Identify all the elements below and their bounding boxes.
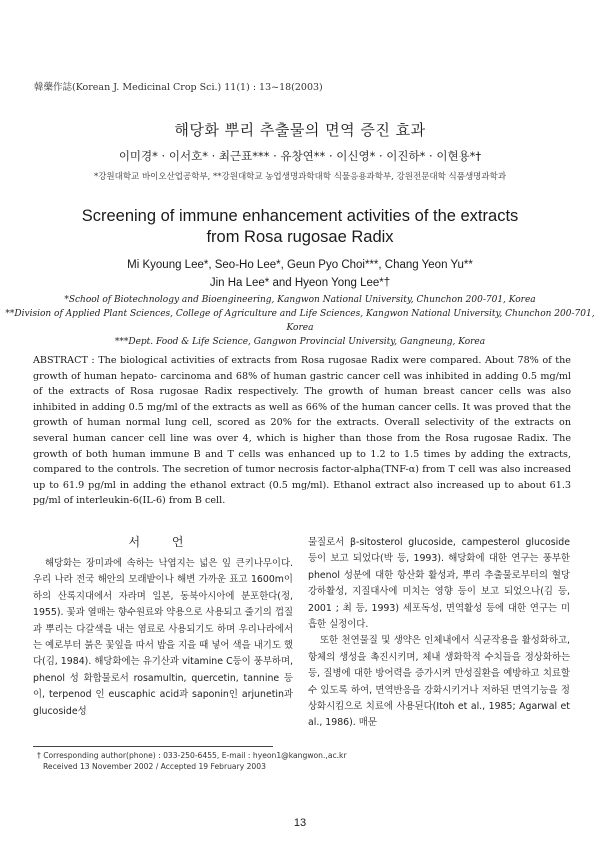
- english-title-line2: from Rosa rugosae Radix: [206, 228, 394, 246]
- affiliation-1: *School of Biotechnology and Bioengineering, Kangwon National University, Chunchon 200-701, Korea: [64, 295, 536, 305]
- english-affiliations: [0, 293, 600, 349]
- english-title-line1: Screening of immune enhancement activities of the extracts: [81, 207, 519, 225]
- abstract-text: The biological activities of extracts from Rosa rugosae Radix were compared. About 78% of the growth of human hepato- carcinoma and 68% of human gastric cancer cell was inhibited in adding 0.5 mg/ml of the extracts of Rosa rugosae Radix respectively. The growth of human breast cancer cells was also inhibited in adding 0.5 mg/ml of the extracts as well as 66% of the human cancer cells. It was proved that the growth of human normal lung cell, scored as 20% for the extracts. Overall selectivity of the extracts on several human cancer cell line was over 4, which is higher than those from the Rosa rugosae Radix. The growth of both human immune B and T cells was enhanced up to 1.2 to 1.5 times by adding the extracts, compared to the controls. The secretion of tumor necrosis factor-alpha(TNF-α) from T cell was also increased up to 61.9 pg/ml in adding the ethanol extract (0.5 mg/ml). Ethanol extract also increased up to about 61.3 pg/ml of interleukin-6(IL-6) from B cell.: [33, 355, 571, 507]
- footnote: [37, 750, 347, 772]
- footnote-divider: [33, 746, 273, 747]
- right-paragraph-1: 물질로서 β-sitosterol glucoside, campesterol glucoside 등이 보고 되었다(박 등, 1993). 해당화에 대한 연구는 풍부한 phenol 성분에 대한 항산화 활성과, 뿌리 추출물로부터의 혈당강하활성, 지질대사에 미치는 영향 등이 보고 되었으나(김 등, 2001 ; 최 등, 1993) 세포독성, 면역활성 등에 대한 연구는 미흡한 실정이다.: [308, 537, 570, 631]
- abstract: [33, 353, 571, 509]
- english-title: [0, 206, 600, 248]
- received-dates: Received 13 November 2002 / Accepted 19 February 2003: [43, 762, 266, 771]
- korean-affiliation: *강원대학교 바이오산업공학부, **강원대학교 농업생명과학대학 식물응용과학부, 강원전문대학 식품생명과학과: [93, 172, 507, 182]
- page-number: 13: [293, 817, 307, 829]
- korean-authors: 이미경* · 이서호* · 최근표*** · 유창연** · 이신영* · 이진하* · 이현용*†: [118, 149, 482, 163]
- english-authors-line1: Mi Kyoung Lee*, Seo-Ho Lee*, Geun Pyo Choi***, Chang Yeon Yu**: [127, 259, 473, 271]
- left-paragraph-1: 해당화는 장미과에 속하는 낙엽지는 넓은 잎 큰키나무이다. 우리 나라 전국 해안의 모래밭이나 해변 가까운 표고 1600m이하의 산록지대에서 자라며 일본, 동북아시아에 분포한다(정, 1955). 꽃과 열매는 향수원료와 약용으로 사용되고 줄기의 껍질과 뿌리는 다갈색을 내는 염료로 사용되기도 하며 우리나라에서는 예로부터 붉은 꽃잎을 따서 밥을 지을 때 넣어 색을 내기도 했다(김, 1984). 해당화에는 유기산과 vitamine C등이 풍부하며, phenol 성 화합물로서 rosamultin, quercetin, tannine 등이, terpenod 인 euscaphic acid과 saponin인 arjunetin과 glucoside성: [33, 558, 293, 717]
- journal-citation: 韓藥作誌(Korean J. Medicinal Crop Sci.) 11(1) : 13~18(2003): [34, 82, 323, 93]
- korean-title: 해당화 뿌리 추출물의 면역 증진 효과: [174, 121, 426, 139]
- english-authors: [0, 256, 600, 292]
- corresponding-author: † Corresponding author(phone) : 033-250-6455, E-mail : hyeon1@kangwon.,ac.kr: [37, 751, 347, 760]
- right-paragraph-2: 또한 천연물질 및 생약은 인체내에서 식균작용을 활성화하고, 항체의 생성을 촉진시키며, 체내 생화학적 수치들을 정상화하는 등, 질병에 대한 방어력을 증가시켜 만성질환을 예방하고 치료할 수 있도록 하여, 면역반응을 강화시키거나 저하된 면역기능을 정상화시킴으로 치료에 사용된다(Itoh et al., 1985; Agarwal et al., 1986). 매문: [308, 635, 570, 729]
- affiliation-3: ***Dept. Food & Life Science, Gangwon Provincial University, Gangneung, Korea: [114, 337, 486, 347]
- english-authors-line2: Jin Ha Lee* and Hyeon Yong Lee*†: [209, 277, 391, 289]
- body-left-column: [33, 535, 293, 720]
- affiliation-2: **Division of Applied Plant Sciences, College of Agriculture and Life Sciences, Kangwon National University, Chunchon 200-701, Korea: [5, 309, 595, 333]
- abstract-label: ABSTRACT :: [33, 355, 95, 366]
- section-heading: 서 언: [128, 535, 198, 549]
- body-right-column: [308, 535, 570, 732]
